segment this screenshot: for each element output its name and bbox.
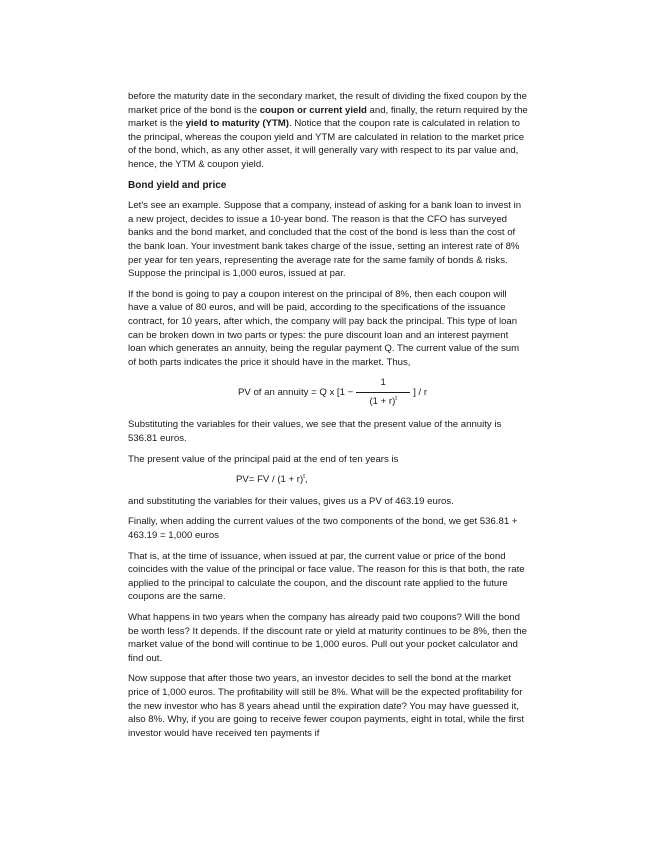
section-heading: Bond yield and price: [128, 179, 227, 191]
document-body: [128, 90, 528, 747]
par-paragraph: That is, at the time of issuance, when issued at par, the current value or price of the bond coincides with the value of the principal or face value. The reason for this is that both, the rate applied to the principal to calculate the coupon, and the discount rate applied to the future coupons are the same.: [128, 550, 525, 603]
intro-text-1: before the maturity date in the secondary market, the result of dividing the fixed coupon by the market price of the bond is the: [128, 91, 527, 116]
pv-exponent: t: [303, 474, 305, 481]
finally-paragraph: Finally, when adding the current values of the two components of the bond, we get 536.81 + 463.19 = 1,000 euros: [128, 516, 518, 542]
annuity-denominator-base: (1 + r): [369, 395, 396, 407]
annuity-exponent: t: [395, 395, 397, 402]
annuity-formula-lhs: PV of an annuity = Q x [1 −: [238, 386, 354, 398]
example-paragraph: Let's see an example. Suppose that a company, instead of asking for a bank loan to invest in a new project, decides to issue a 10-year bond. The reason is that the CFO has surveyed banks and the bond market, and concluded that the cost of the bond is less than the cost of the bank loan. Your investment bank takes charge of the issue, setting an interest rate of 8% per year for ten years, representing the average rate for the same family of bonds & risks. Suppose the principal is 1,000 euros, issued at par.: [128, 200, 522, 280]
annuity-denominator: [369, 393, 397, 409]
intro-text-3: . Notice that the coupon rate is calculated in relation to the principal, whereas the coupon yield and YTM are calculated in relation to the market price of the bond, which, as any other asset, it will generally vary with respect to its par value and, hence, the YTM & coupon yield.: [128, 118, 525, 170]
intro-text-2: and, finally, the return required by the market is the: [128, 104, 528, 130]
annuity-fraction: [356, 376, 410, 408]
annuity-formula-rhs: ] / r: [413, 386, 428, 398]
pv-result-paragraph: and substituting the variables for their values, gives us a PV of 463.19 euros.: [128, 495, 454, 507]
substitute-paragraph: Substituting the variables for their values, we see that the present value of the annuity is 536.81 euros.: [128, 419, 502, 445]
annuity-formula: [238, 376, 528, 408]
pv-formula-text: PV= FV / (1 + r): [236, 474, 304, 486]
term-ytm: yield to maturity (YTM): [185, 118, 289, 130]
pv-formula-tail: ,: [304, 474, 308, 486]
term-coupon-yield: coupon or current yield: [259, 104, 367, 116]
coupon-paragraph: If the bond is going to pay a coupon interest on the principal of 8%, then each coupon will have a value of 80 euros, and will be paid, according to the specifications of the issuance contract, for 10 years, after which, the company will pay back the principal. This type of loan can be broken down in two parts or types: the pure discount loan and an interest payment loan which generates an annuity, being the regular payment Q. The current value of the sum of both parts indicates the price it should have in the market. Thus,: [128, 288, 520, 368]
principal-paragraph: The present value of the principal paid at the end of ten years is: [128, 453, 399, 465]
two-years-paragraph: What happens in two years when the company has already paid two coupons? Will the bond be worth less? It depends. If the discount rate or yield at maturity continues to be 8%, then the market value of the bond will continue to be 1,000 euros. Pull out your pocket calculator and find out.: [128, 612, 527, 664]
pv-formula: [236, 473, 528, 487]
annuity-numerator: 1: [356, 376, 410, 393]
intro-paragraph: [128, 90, 528, 172]
sell-paragraph: Now suppose that after those two years, an investor decides to sell the bond at the market price of 1,000 euros. The profitability will still be 8%. What will be the expected profitability for the new investor who has 8 years ahead until the expiration date? You may have guessed it, also 8%. Why, if you are going to receive fewer coupon payments, eight in total, while the first investor would have received ten payments if: [128, 673, 525, 739]
